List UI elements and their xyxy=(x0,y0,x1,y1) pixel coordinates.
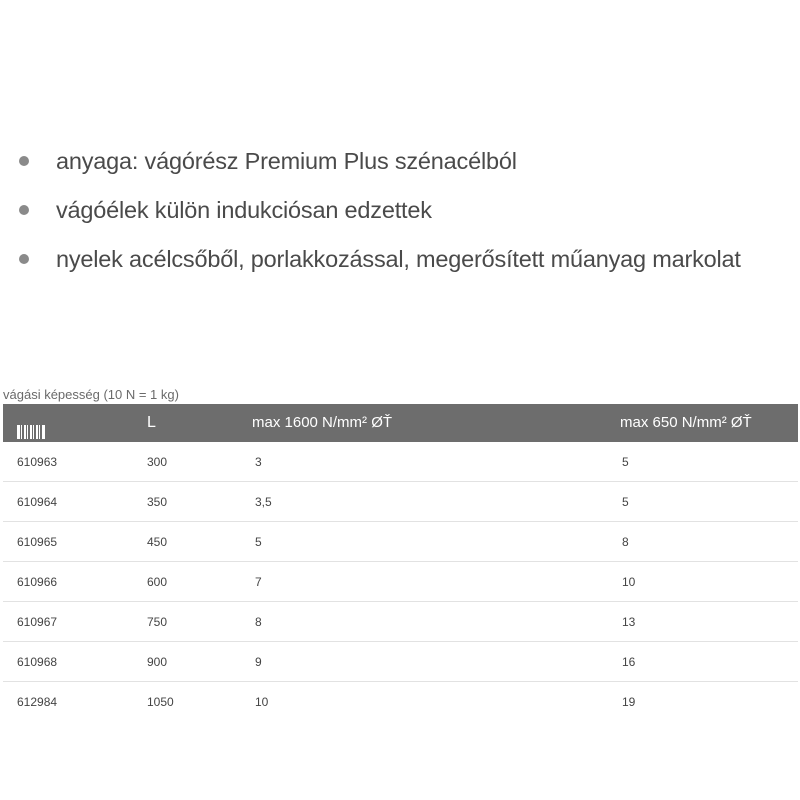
table-caption: vágási képesség (10 N = 1 kg) xyxy=(3,387,179,402)
cell-soft: 5 xyxy=(622,495,629,509)
cell-soft: 8 xyxy=(622,535,629,549)
cell-length: 600 xyxy=(147,575,168,589)
column-header-soft: max 650 N/mm² ØŤ xyxy=(620,414,752,431)
feature-text: nyelek acélcsőből, porlakkozással, megerősített műanyag markolat xyxy=(56,246,741,272)
cell-hard: 5 xyxy=(255,535,262,549)
cell-length: 300 xyxy=(147,455,168,469)
cell-length: 750 xyxy=(147,615,168,629)
table-row xyxy=(3,602,798,642)
cell-length: 450 xyxy=(147,535,168,549)
table-row xyxy=(3,642,798,682)
feature-text: anyaga: vágórész Premium Plus szénacélból xyxy=(56,148,517,174)
cell-hard: 3,5 xyxy=(255,495,272,509)
cell-soft: 10 xyxy=(622,575,636,589)
specs-table xyxy=(3,404,798,721)
feature-text: vágóélek külön indukciósan edzettek xyxy=(56,197,432,223)
cell-code: 610963 xyxy=(17,455,58,469)
cell-hard: 10 xyxy=(255,695,269,709)
table-row xyxy=(3,682,798,721)
cell-hard: 8 xyxy=(255,615,262,629)
cell-hard: 3 xyxy=(255,455,262,469)
cell-hard: 9 xyxy=(255,655,262,669)
bullet-icon xyxy=(19,254,29,264)
cell-code: 610965 xyxy=(17,535,58,549)
cell-code: 610966 xyxy=(17,575,58,589)
cell-code: 610964 xyxy=(17,495,58,509)
barcode-icon xyxy=(17,425,45,439)
cell-soft: 16 xyxy=(622,655,636,669)
cell-soft: 13 xyxy=(622,615,636,629)
cell-soft: 5 xyxy=(622,455,629,469)
cell-code: 612984 xyxy=(17,695,58,709)
column-header-hard: max 1600 N/mm² ØŤ xyxy=(252,414,393,431)
cell-code: 610967 xyxy=(17,615,58,629)
cell-length: 1050 xyxy=(147,695,174,709)
cell-hard: 7 xyxy=(255,575,262,589)
table-header xyxy=(3,404,798,442)
cell-soft: 19 xyxy=(622,695,636,709)
bullet-icon xyxy=(19,205,29,215)
column-header-length: L xyxy=(147,414,156,431)
bullet-icon xyxy=(19,156,29,166)
table-row xyxy=(3,522,798,562)
table-row xyxy=(3,562,798,602)
cell-length: 900 xyxy=(147,655,168,669)
feature-item xyxy=(0,236,800,285)
column-header-code xyxy=(17,404,45,442)
cell-code: 610968 xyxy=(17,655,58,669)
feature-item xyxy=(0,138,800,187)
feature-item xyxy=(0,187,800,236)
feature-list xyxy=(0,138,800,285)
table-row xyxy=(3,482,798,522)
cell-length: 350 xyxy=(147,495,168,509)
table-row xyxy=(3,442,798,482)
